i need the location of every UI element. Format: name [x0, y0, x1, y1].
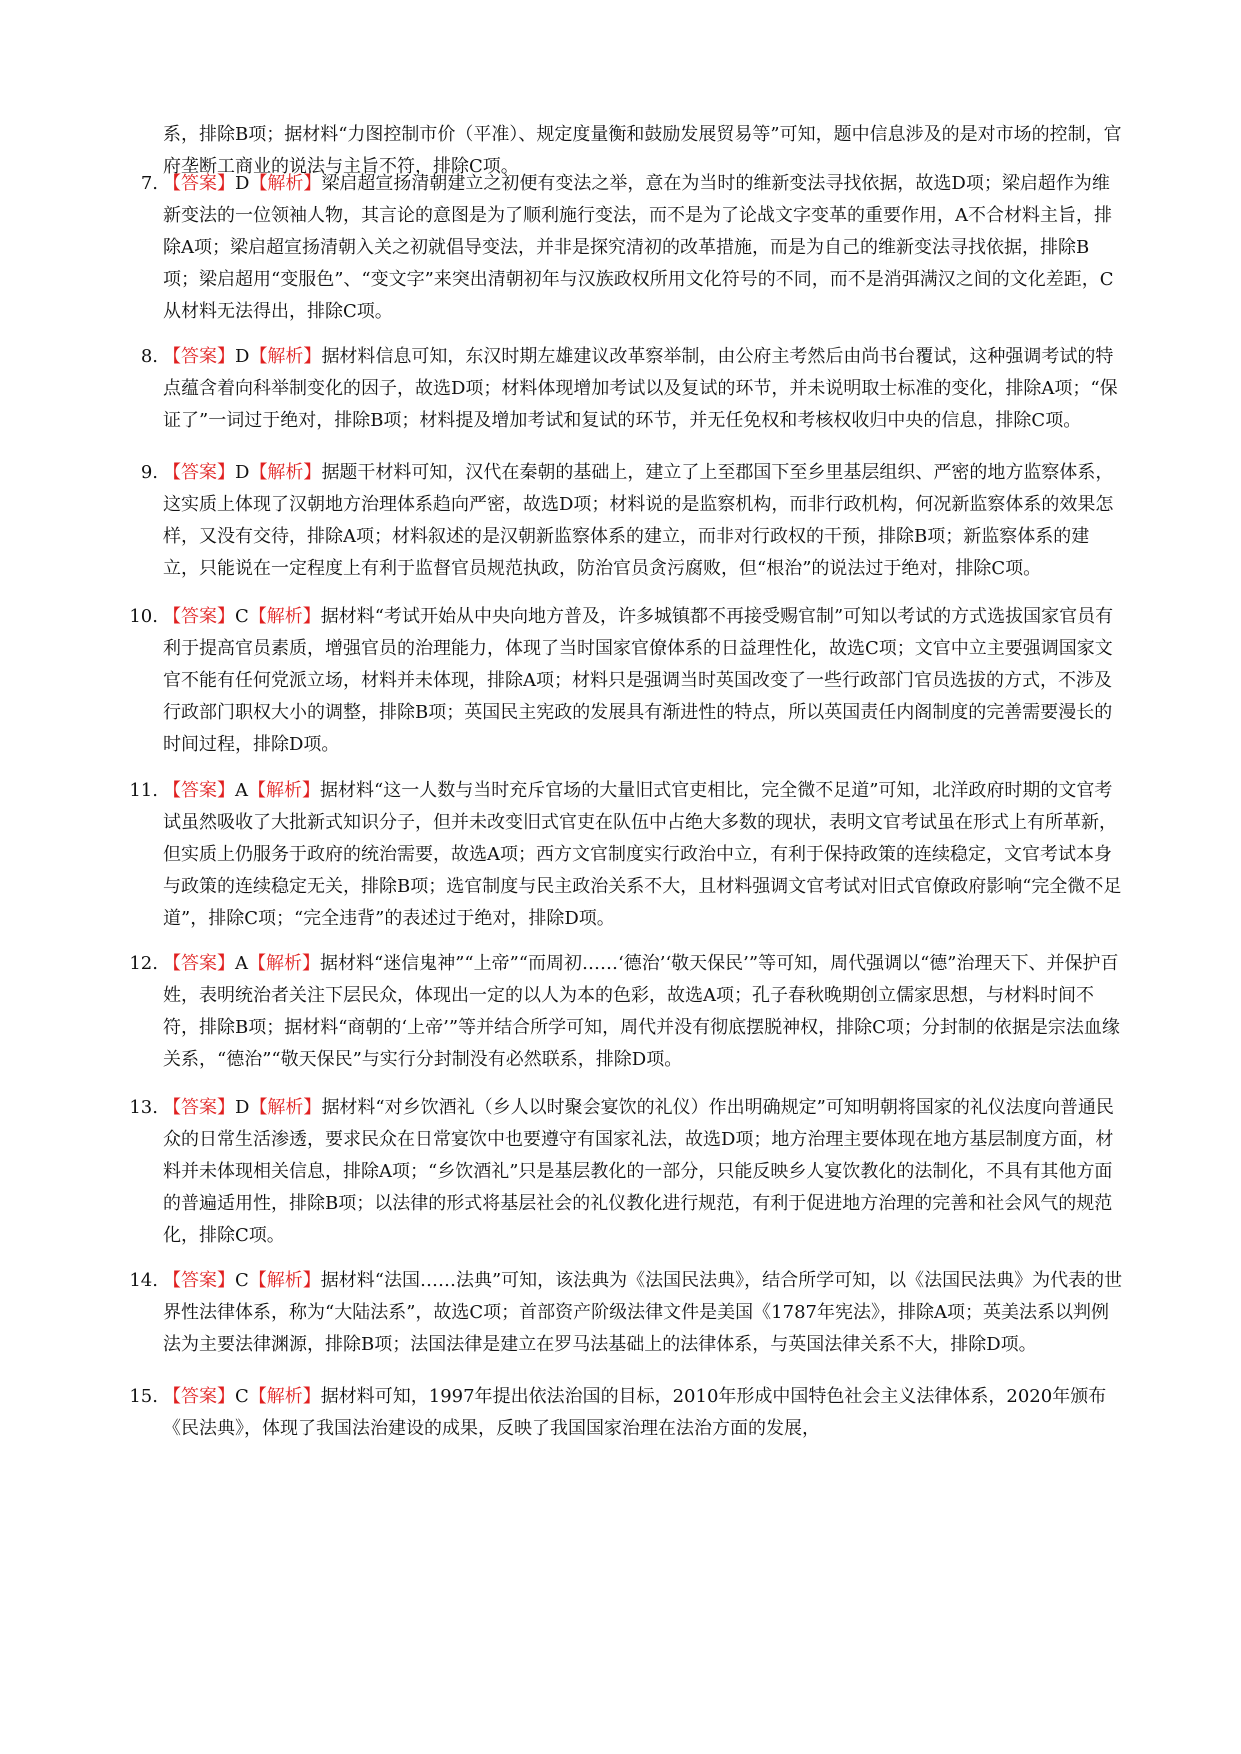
item-number: 11. [129, 780, 158, 801]
answer-letter: C [235, 606, 249, 627]
item-number: 9. [140, 462, 158, 483]
item-body [163, 948, 1123, 1076]
answer-letter: C [235, 1270, 249, 1291]
item-body [163, 1092, 1123, 1252]
item-number: 10. [129, 606, 158, 627]
answer-letter: D [235, 462, 250, 483]
answer-letter: C [235, 1386, 249, 1407]
answer-letter: D [235, 173, 250, 194]
analysis-tag: 【解析】 [248, 1270, 321, 1291]
item-body [163, 457, 1123, 585]
item-number: 15. [129, 1386, 158, 1407]
answer-tag: 【答案】 [163, 346, 235, 367]
answer-tag: 【答案】 [163, 1386, 235, 1407]
analysis-tag: 【解析】 [249, 1097, 322, 1118]
answer-tag: 【答案】 [163, 173, 235, 194]
item-number: 14. [129, 1270, 158, 1291]
item-body [163, 601, 1123, 761]
answer-tag: 【答案】 [163, 1270, 235, 1291]
analysis-tag: 【解析】 [249, 462, 322, 483]
analysis-text: 据题干材料可知，汉代在秦朝的基础上，建立了上至郡国下至乡里基层组织、严密的地方监察体系，这实质上体现了汉朝地方治理体系趋向严密，故选D项；材料说的是监察机构，而非行政机构，何况新监察体系的效果怎样，又没有交待，排除A项；材料叙述的是汉朝新监察体系的建立，而非对行政权的干预，排除B项；新监察体系的建立，只能说在一定程度上有利于监督官员规范执政，防治官员贪污腐败，但“根治”的说法过于绝对，排除C项。 [163, 462, 1114, 579]
analysis-text: 据材料“迷信鬼神”“上帝”“而周初……‘德治’‘敬天保民’”等可知，周代强调以“德”治理天下、并保护百姓，表明统治者关注下层民众，体现出一定的以人为本的色彩，故选A项；孔子春秋晚期创立儒家思想，与材料时间不符，排除B项；据材料“商朝的‘上帝’”等并结合所学可知，周代并没有彻底摆脱神权，排除C项；分封制的依据是宗法血缘关系，“德治”“敬天保民”与实行分封制没有必然联系，排除D项。 [163, 953, 1120, 1070]
item-body [163, 775, 1123, 935]
item-number: 12. [129, 953, 158, 974]
answer-tag: 【答案】 [163, 953, 235, 974]
analysis-text: 据材料“对乡饮酒礼（乡人以时聚会宴饮的礼仪）作出明确规定”可知明朝将国家的礼仪法度向普通民众的日常生活渗透，要求民众在日常宴饮中也要遵守有国家礼法，故选D项；地方治理主要体现在地方基层制度方面，材料并未体现相关信息，排除A项；“乡饮酒礼”只是基层教化的一部分，只能反映乡人宴饮教化的法制化，不具有其他方面的普遍适用性，排除B项；以法律的形式将基层社会的礼仪教化进行规范，有利于促进地方治理的完善和社会风气的规范化，排除C项。 [163, 1097, 1114, 1246]
item-number: 13. [129, 1097, 158, 1118]
item-number: 7. [140, 173, 158, 194]
analysis-tag: 【解析】 [248, 780, 320, 801]
answer-letter: A [235, 953, 248, 974]
item-number: 8. [140, 346, 158, 367]
answer-tag: 【答案】 [163, 462, 235, 483]
answer-letter: D [235, 1097, 250, 1118]
item-body [163, 168, 1123, 328]
analysis-text: 据材料可知，1997年提出依法治国的目标，2010年形成中国特色社会主义法律体系，2020年颁布《民法典》，体现了我国法治建设的成果，反映了我国国家治理在法治方面的发展， [163, 1386, 1107, 1439]
continuation-text: 系，排除B项；据材料“力图控制市价（平准）、规定度量衡和鼓励发展贸易等”可知，题中信息涉及的是对市场的控制，官府垄断工商业的说法与主旨不符，排除C项。 [163, 124, 1122, 177]
item-body [163, 1265, 1123, 1361]
analysis-text: 据材料信息可知，东汉时期左雄建议改革察举制，由公府主考然后由尚书台覆试，这种强调考试的特点蕴含着向科举制变化的因子，故选D项；材料体现增加考试以及复试的环节，并未说明取士标准的变化，排除A项；“保证了”一词过于绝对，排除B项；材料提及增加考试和复试的环节，并无任免权和考核权收归中央的信息，排除C项。 [163, 346, 1118, 431]
answer-letter: A [235, 780, 248, 801]
analysis-tag: 【解析】 [249, 173, 322, 194]
item-body [163, 1381, 1123, 1445]
answer-letter: D [235, 346, 250, 367]
analysis-text: 据材料“这一人数与当时充斥官场的大量旧式官吏相比，完全微不足道”可知，北洋政府时期的文官考试虽然吸收了大批新式知识分子，但并未改变旧式官吏在队伍中占绝大多数的现状，表明文官考试虽在形式上有所革新，但实质上仍服务于政府的统治需要，故选A项；西方文官制度实行政治中立，有利于保持政策的连续稳定，文官考试本身与政策的连续稳定无关，排除B项；选官制度与民主政治关系不大，且材料强调文官考试对旧式官僚政府影响“完全微不足道”，排除C项；“完全违背”的表述过于绝对，排除D项。 [163, 780, 1122, 929]
analysis-tag: 【解析】 [248, 1386, 321, 1407]
answer-tag: 【答案】 [163, 780, 235, 801]
answer-tag: 【答案】 [163, 1097, 235, 1118]
analysis-tag: 【解析】 [248, 606, 321, 627]
answer-tag: 【答案】 [163, 606, 235, 627]
analysis-tag: 【解析】 [248, 953, 320, 974]
analysis-text: 据材料“法国……法典”可知，该法典为《法国民法典》，结合所学可知，以《法国民法典》为代表的世界性法律体系，称为“大陆法系”，故选C项；首部资产阶级法律文件是美国《1787年宪法》，排除A项；英美法系以判例法为主要法律渊源，排除B项；法国法律是建立在罗马法基础上的法律体系，与英国法律关系不大，排除D项。 [163, 1270, 1123, 1355]
item-body [163, 341, 1123, 437]
analysis-text: 据材料“考试开始从中央向地方普及，许多城镇都不再接受赐官制”可知以考试的方式选拔国家官员有利于提高官员素质，增强官员的治理能力，体现了当时国家官僚体系的日益理性化，故选C项；文官中立主要强调国家文官不能有任何党派立场，材料并未体现，排除A项；材料只是强调当时英国改变了一些行政部门官员选拔的方式，不涉及行政部门职权大小的调整，排除B项；英国民主宪政的发展具有渐进性的特点，所以英国责任内阁制度的完善需要漫长的时间过程，排除D项。 [163, 606, 1114, 755]
analysis-tag: 【解析】 [249, 346, 322, 367]
analysis-text: 梁启超宣扬清朝建立之初便有变法之举，意在为当时的维新变法寻找依据，故选D项；梁启超作为维新变法的一位领袖人物，其言论的意图是为了顺利施行变法，而不是为了论战文字变革的重要作用，A不合材料主旨，排除A项；梁启超宣扬清朝入关之初就倡导变法，并非是探究清初的改革措施，而是为自己的维新变法寻找依据，排除B项；梁启超用“变服色”、“变文字”来突出清朝初年与汉族政权所用文化符号的不同，而不是消弭满汉之间的文化差距，C从材料无法得出，排除C项。 [163, 173, 1114, 322]
